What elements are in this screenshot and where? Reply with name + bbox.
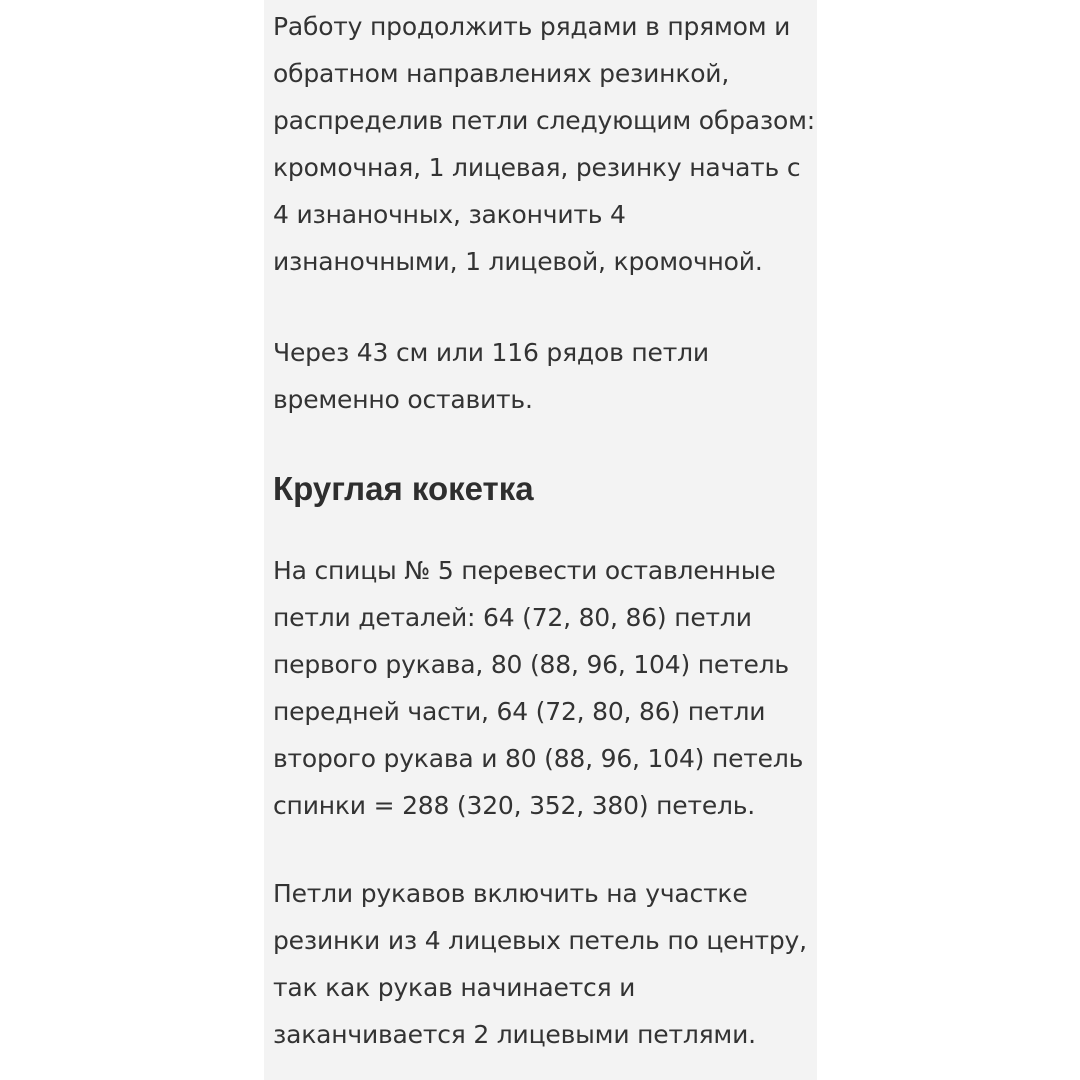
text-line: Петли рукавов включить на участке xyxy=(273,879,748,908)
text-line: распределив петли следующим образом: xyxy=(273,106,815,135)
text-line: первого рукава, 80 (88, 96, 104) петель xyxy=(273,650,789,679)
paragraph-ribbing-instructions xyxy=(273,3,815,285)
text-line: так как рукав начинается и xyxy=(273,973,636,1002)
text-line: передней части, 64 (72, 80, 86) петли xyxy=(273,697,766,726)
paragraph-set-aside xyxy=(273,329,709,423)
text-line: Работу продолжить рядами в прямом и xyxy=(273,12,791,41)
text-line: 4 изнаночных, закончить 4 xyxy=(273,200,626,229)
text-line: петли деталей: 64 (72, 80, 86) петли xyxy=(273,603,752,632)
text-line: второго рукава и 80 (88, 96, 104) петель xyxy=(273,744,804,773)
text-line: временно оставить. xyxy=(273,385,533,414)
text-line: заканчивается 2 лицевыми петлями. xyxy=(273,1020,756,1049)
text-line: Через 43 см или 116 рядов петли xyxy=(273,338,709,367)
text-line: На спицы № 5 перевести оставленные xyxy=(273,556,776,585)
text-line: изнаночными, 1 лицевой, кромочной. xyxy=(273,247,763,276)
text-line: кромочная, 1 лицевая, резинку начать с xyxy=(273,153,801,182)
section-heading: Круглая кокетка xyxy=(273,470,534,507)
text-line: обратном направлениях резинкой, xyxy=(273,59,730,88)
text-line: спинки = 288 (320, 352, 380) петель. xyxy=(273,791,756,820)
paragraph-sleeve-stitches xyxy=(273,870,807,1058)
text-line: резинки из 4 лицевых петель по центру, xyxy=(273,926,807,955)
paragraph-yoke-stitches xyxy=(273,547,803,829)
